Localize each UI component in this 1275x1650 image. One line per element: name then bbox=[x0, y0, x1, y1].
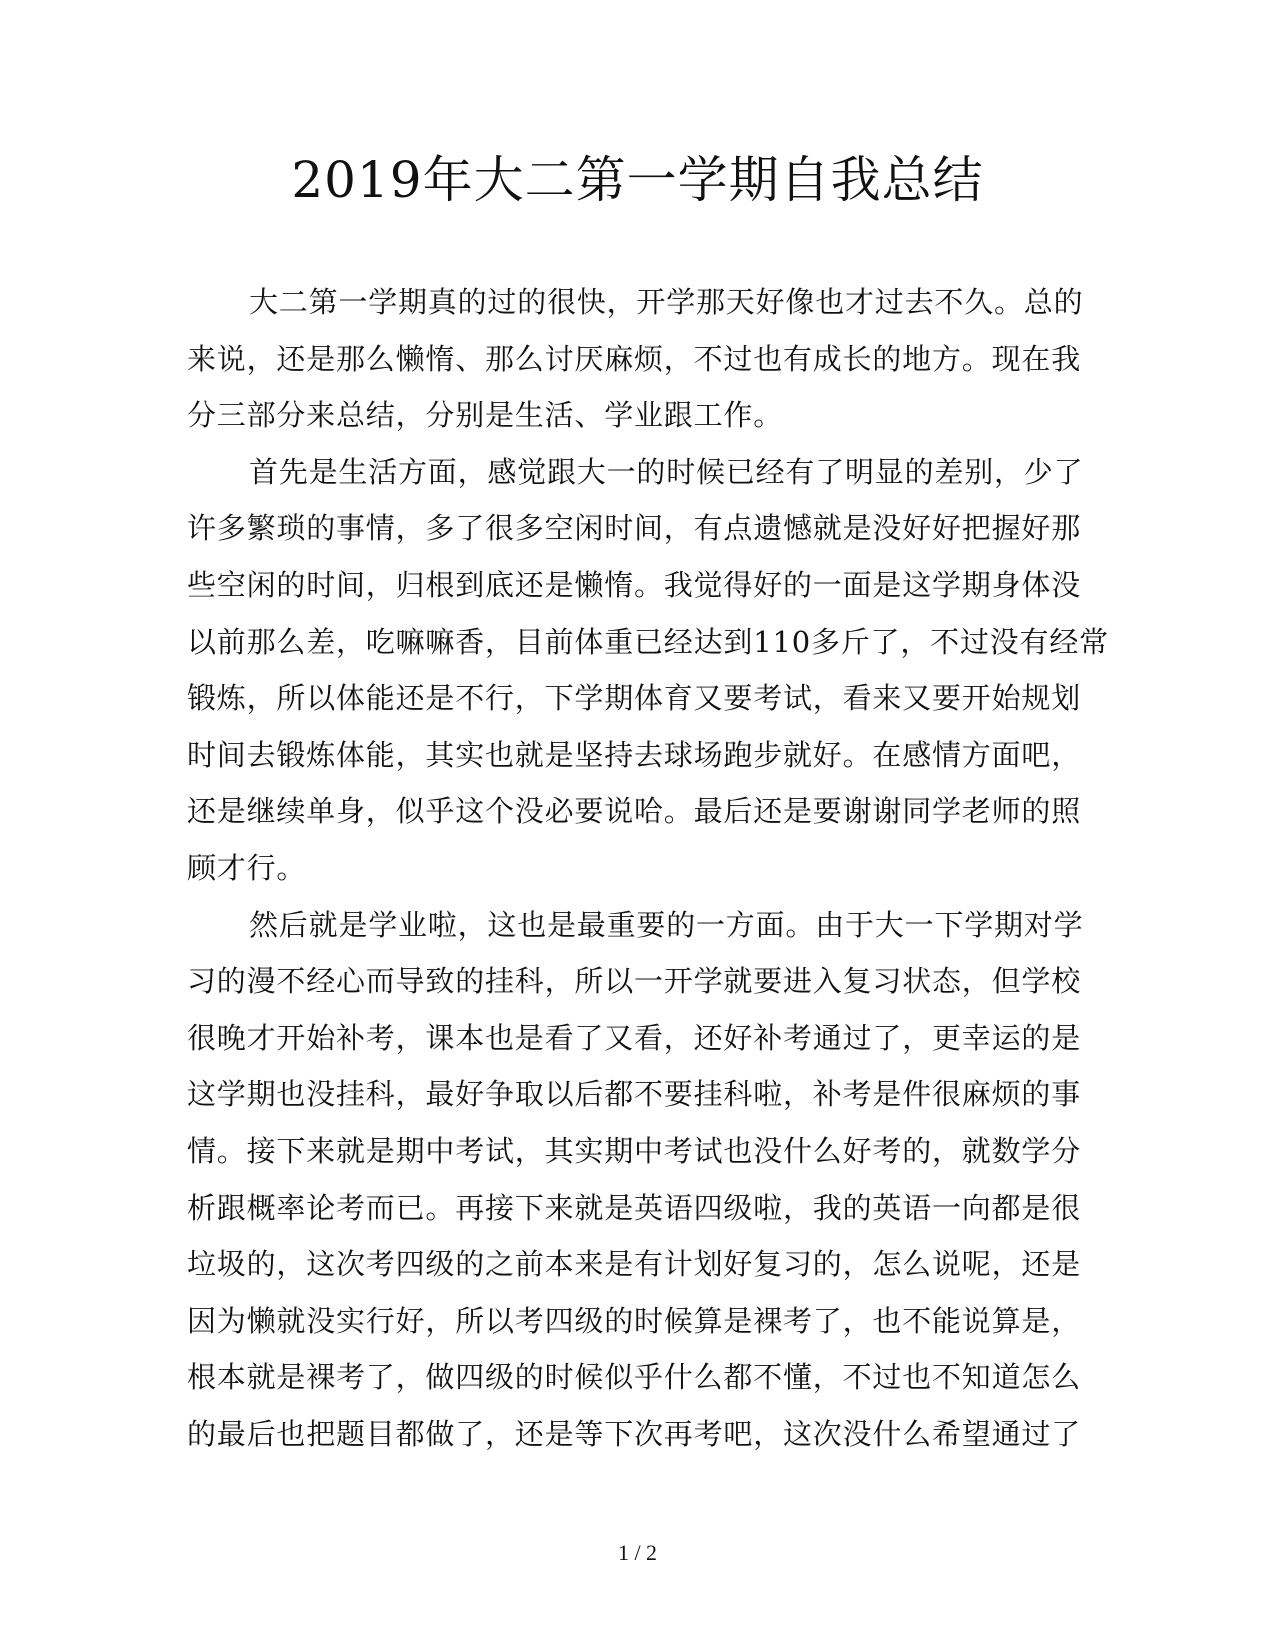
paragraph-2-line-8: 顾才行。 bbox=[187, 850, 307, 885]
paragraph-2-line-5: 锻炼，所以体能还是不行，下学期体育又要考试，看来又要开始规划 bbox=[187, 681, 1082, 716]
paragraph-2-line-4: 以前那么差，吃嘛嘛香，目前体重已经达到110多斤了，不过没有经常 bbox=[187, 624, 1109, 659]
document-title: 2019年大二第一学期自我总结 bbox=[291, 151, 984, 209]
paragraph-1-line-1: 大二第一学期真的过的很快，开学那天好像也才过去不久。总的 bbox=[249, 285, 1084, 319]
paragraph-2-line-3: 些空闲的时间，归根到底还是懒惰。我觉得好的一面是这学期身体没 bbox=[187, 567, 1082, 602]
paragraph-1-line-2: 来说，还是那么懒惰、那么讨厌麻烦，不过也有成长的地方。现在我 bbox=[187, 341, 1082, 376]
paragraph-3-line-8: 因为懒就没实行好，所以考四级的时候算是裸考了，也不能说算是， bbox=[187, 1303, 1082, 1338]
paragraph-2-line-2: 许多繁琐的事情，多了很多空闲时间，有点遗憾就是没好好把握好那 bbox=[187, 511, 1082, 546]
page-number: 1 / 2 bbox=[617, 1540, 658, 1565]
paragraph-3-line-2: 习的漫不经心而导致的挂科，所以一开学就要进入复习状态，但学校 bbox=[187, 964, 1082, 999]
paragraph-3-line-3: 很晚才开始补考，课本也是看了又看，还好补考通过了，更幸运的是 bbox=[187, 1020, 1082, 1055]
paragraph-3-line-6: 析跟概率论考而已。再接下来就是英语四级啦，我的英语一向都是很 bbox=[187, 1190, 1082, 1225]
paragraph-3-line-9: 根本就是裸考了，做四级的时候似乎什么都不懂，不过也不知道怎么 bbox=[187, 1360, 1082, 1395]
paragraph-2-line-1: 首先是生活方面，感觉跟大一的时候已经有了明显的差别，少了 bbox=[249, 454, 1084, 489]
paragraph-3-line-10: 的最后也把题目都做了，还是等下次再考吧，这次没什么希望通过了 bbox=[187, 1416, 1082, 1451]
paragraph-3-line-4: 这学期也没挂科，最好争取以后都不要挂科啦，补考是件很麻烦的事 bbox=[187, 1077, 1082, 1112]
paragraph-2-line-6: 时间去锻炼体能，其实也就是坚持去球场跑步就好。在感情方面吧， bbox=[187, 737, 1082, 772]
paragraph-3-line-1: 然后就是学业啦，这也是最重要的一方面。由于大一下学期对学 bbox=[249, 907, 1084, 942]
paragraph-2-line-7: 还是继续单身，似乎这个没必要说哈。最后还是要谢谢同学老师的照 bbox=[187, 794, 1082, 829]
paragraph-3-line-5: 情。接下来就是期中考试，其实期中考试也没什么好考的，就数学分 bbox=[187, 1133, 1082, 1168]
paragraph-3-line-7: 垃圾的，这次考四级的之前本来是有计划好复习的，怎么说呢，还是 bbox=[187, 1247, 1082, 1282]
paragraph-1-line-3: 分三部分来总结，分别是生活、学业跟工作。 bbox=[187, 398, 784, 433]
document-body bbox=[187, 274, 1109, 1462]
